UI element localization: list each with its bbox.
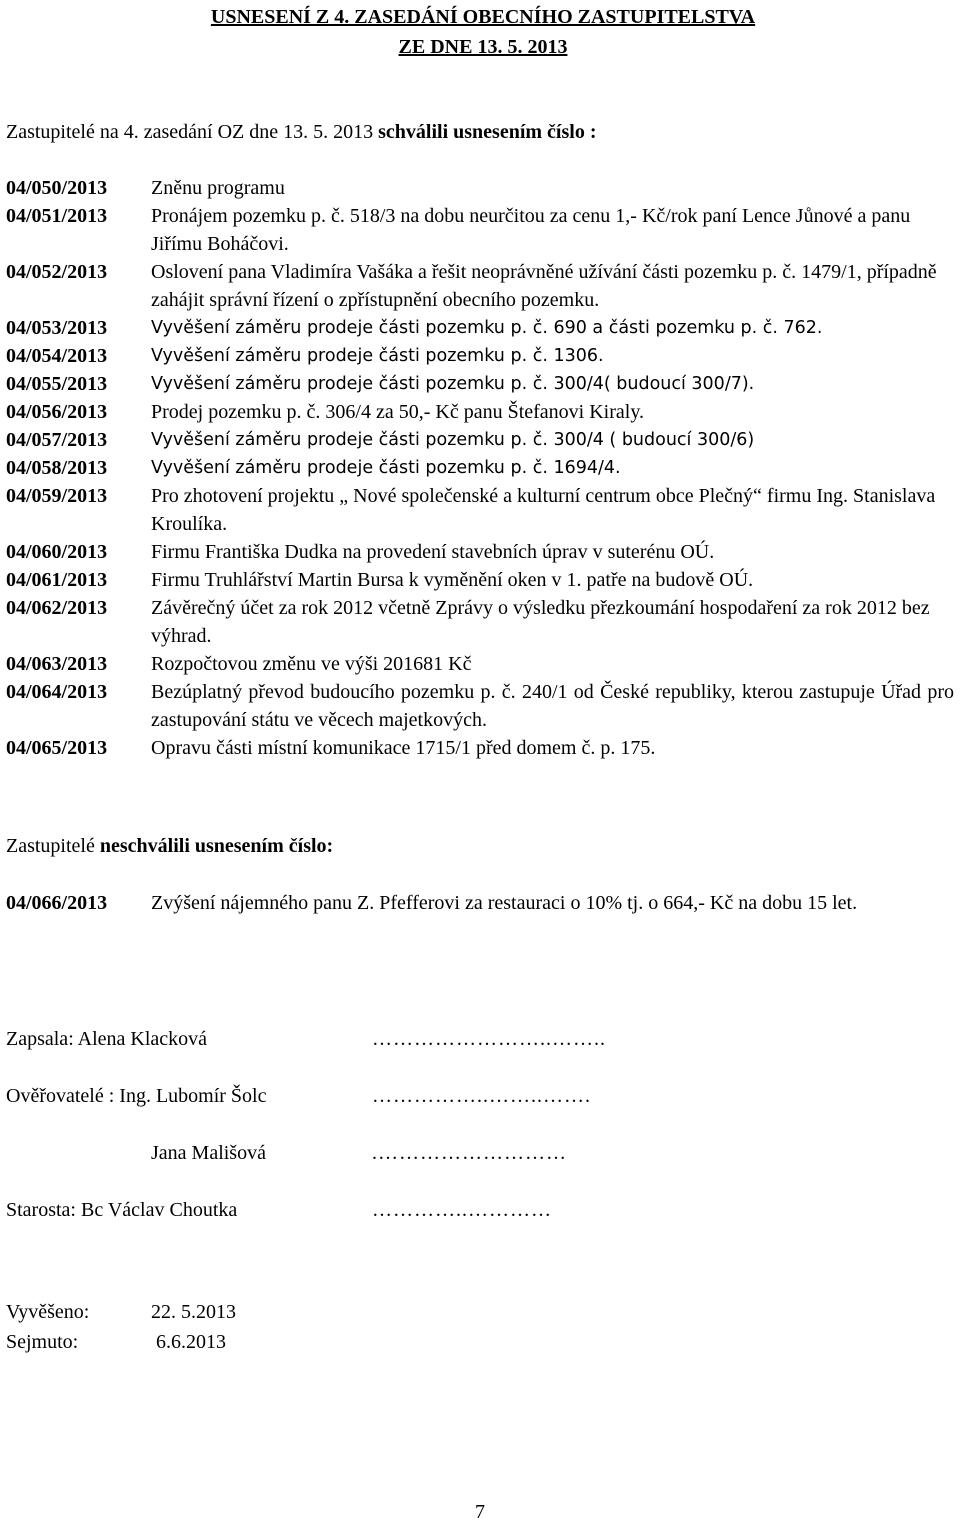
approved-intro-bold: schválili usnesením číslo : <box>378 121 597 143</box>
resolution-text: Zvýšení nájemného panu Z. Pfefferovi za restauraci o 10% tj. o 664,- Kč na dobu 15 let. <box>151 892 858 914</box>
resolution-number: 04/066/2013 <box>6 892 108 914</box>
resolution-item <box>6 678 960 734</box>
resolution-number: 04/056/2013 <box>6 401 108 423</box>
rejected-intro-text: Zastupitelé <box>6 835 100 857</box>
resolution-item <box>6 566 960 594</box>
resolution-number: 04/060/2013 <box>6 541 108 563</box>
signature-label: Jana Mališová <box>151 1142 266 1164</box>
resolution-item <box>6 734 960 762</box>
resolution-text: Vyvěšení záměru prodeje části pozemku p. č. 300/4 ( budoucí 300/6) <box>151 430 755 450</box>
resolution-number: 04/058/2013 <box>6 457 108 479</box>
resolution-item <box>6 889 960 917</box>
signature-line: …………..………… <box>372 1199 552 1221</box>
resolution-number: 04/052/2013 <box>6 261 108 283</box>
signature-row-verifier-2 <box>6 1139 960 1196</box>
removed-date: 6.6.2013 <box>151 1331 226 1353</box>
resolution-number: 04/061/2013 <box>6 569 108 591</box>
resolution-item <box>6 538 960 566</box>
resolution-number: 04/054/2013 <box>6 345 108 367</box>
resolution-number: 04/053/2013 <box>6 317 108 339</box>
resolution-text: Firmu Františka Dudka na provedení stavebních úprav v suterénu OÚ. <box>151 541 715 563</box>
resolution-number: 04/063/2013 <box>6 653 108 675</box>
resolution-item <box>6 342 960 370</box>
signature-label: Ověřovatelé : Ing. Lubomír Šolc <box>6 1085 267 1107</box>
resolution-text: Opravu části místní komunikace 1715/1 před domem č. p. 175. <box>151 737 656 759</box>
resolution-number: 04/057/2013 <box>6 429 108 451</box>
resolution-number: 04/050/2013 <box>6 177 108 199</box>
signature-line: ……………..……..……. <box>372 1085 591 1107</box>
resolution-text: Vyvěšení záměru prodeje části pozemku p. č. 1694/4. <box>151 458 621 478</box>
approved-intro-text: Zastupitelé na 4. zasedání OZ dne 13. 5. 2013 <box>6 121 379 143</box>
resolution-text: Bezúplatný převod budoucího pozemku p. č. 240/1 od České republiky, kterou zastupuje Úřad pro zastupování státu ve věcech majetkových. <box>151 681 954 731</box>
resolution-item <box>6 426 960 454</box>
signature-label: Starosta: Bc Václav Choutka <box>6 1199 238 1221</box>
posting-dates <box>6 1298 960 1358</box>
posted-date: 22. 5.2013 <box>151 1301 236 1323</box>
resolution-text: Prodej pozemku p. č. 306/4 za 50,- Kč panu Štefanovi Kiraly. <box>151 401 645 423</box>
signature-row-verifier-1 <box>6 1082 960 1139</box>
approved-intro <box>6 118 960 146</box>
resolution-text: Rozpočtovou změnu ve výši 201681 Kč <box>151 653 472 675</box>
resolution-text: Pronájem pozemku p. č. 518/3 na dobu neurčitou za cenu 1,- Kč/rok paní Lence Jůnové a panu Jiřímu Boháčovi. <box>151 205 911 255</box>
resolution-text: Zněnu programu <box>151 177 285 199</box>
resolution-text: Oslovení pana Vladimíra Vašáka a řešit neoprávněné užívání části pozemku p. č. 1479/1, případně zahájit správní řízení o zpřístupnění obecního pozemku. <box>151 261 937 311</box>
resolution-number: 04/055/2013 <box>6 373 108 395</box>
resolution-item <box>6 174 960 202</box>
resolution-number: 04/059/2013 <box>6 485 108 507</box>
rejected-intro <box>6 832 960 860</box>
signature-line: ……………………..…….. <box>372 1028 606 1050</box>
resolution-item <box>6 202 960 258</box>
signature-label: Zapsala: Alena Klacková <box>6 1028 208 1050</box>
rejected-resolutions-list <box>6 889 960 917</box>
resolution-item <box>6 314 960 342</box>
resolution-number: 04/051/2013 <box>6 205 108 227</box>
signature-row-recorder <box>6 1025 960 1082</box>
approved-resolutions-list <box>6 174 960 762</box>
resolution-text: Pro zhotovení projektu „ Nové společenské a kulturní centrum obce Plečný“ firmu Ing. Stanislava Kroulíka. <box>151 485 936 535</box>
resolution-text: Závěrečný účet za rok 2012 včetně Zprávy o výsledku přezkoumání hospodaření za rok 2012 bez výhrad. <box>151 597 930 647</box>
signature-line: .……………………… <box>372 1142 567 1164</box>
resolution-number: 04/062/2013 <box>6 597 108 619</box>
resolution-number: 04/064/2013 <box>6 681 108 703</box>
removed-label: Sejmuto: <box>6 1331 79 1353</box>
resolution-text: Vyvěšení záměru prodeje části pozemku p. č. 300/4( budoucí 300/7). <box>151 374 755 394</box>
resolution-item <box>6 454 960 482</box>
resolution-text: Vyvěšení záměru prodeje části pozemku p. č. 1306. <box>151 346 604 366</box>
document-title: USNESENÍ Z 4. ZASEDÁNÍ OBECNÍHO ZASTUPITELSTVA <box>210 6 756 28</box>
resolution-number: 04/065/2013 <box>6 737 108 759</box>
resolution-item <box>6 258 960 314</box>
resolution-text: Vyvěšení záměru prodeje části pozemku p. č. 690 a části pozemku p. č. 762. <box>151 318 823 338</box>
signatures-block <box>6 1025 960 1253</box>
signature-row-mayor <box>6 1196 960 1253</box>
rejected-intro-bold: neschválili usnesením číslo: <box>99 835 334 857</box>
resolution-item <box>6 482 960 538</box>
posted-label: Vyvěšeno: <box>6 1301 90 1323</box>
posted-row <box>6 1298 960 1328</box>
resolution-item <box>6 370 960 398</box>
resolution-item <box>6 398 960 426</box>
page-number: 7 <box>475 1501 485 1523</box>
removed-row <box>6 1328 960 1358</box>
resolution-item <box>6 650 960 678</box>
document-date-title: ZE DNE 13. 5. 2013 <box>398 36 568 58</box>
resolution-text: Firmu Truhlářství Martin Bursa k vyměnění oken v 1. patře na budově OÚ. <box>151 569 754 591</box>
resolution-item <box>6 594 960 650</box>
